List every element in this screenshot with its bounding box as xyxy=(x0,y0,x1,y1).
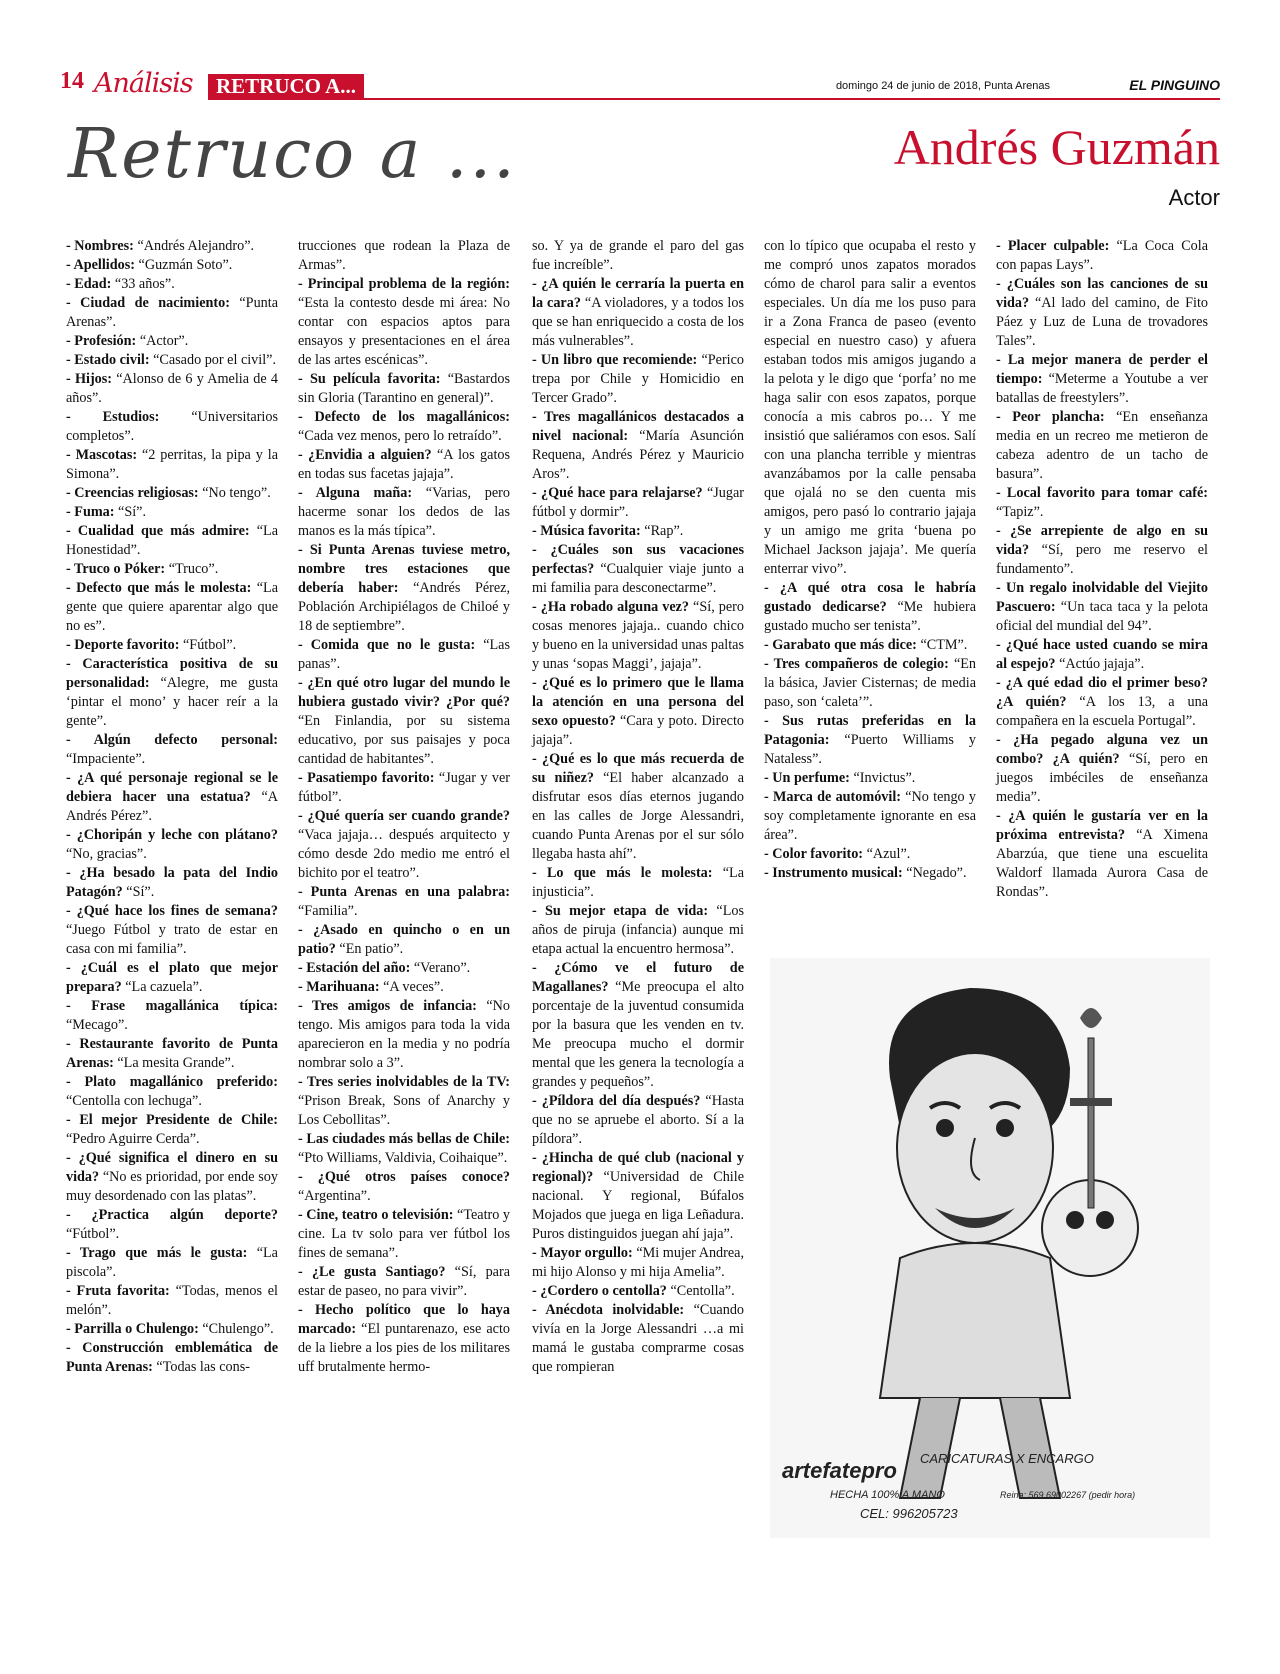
qa-item xyxy=(764,712,976,769)
qa-item xyxy=(996,674,1208,731)
qa-question: - Hijos: xyxy=(66,371,113,387)
qa-item xyxy=(66,1149,278,1206)
qa-answer: “Rap”. xyxy=(640,523,684,539)
qa-question: - Cine, teatro o televisión: xyxy=(298,1207,454,1223)
qa-item xyxy=(66,484,278,503)
qa-item xyxy=(532,864,744,902)
qa-answer: “Actor”. xyxy=(136,333,189,349)
qa-question: - Apellidos: xyxy=(66,257,135,273)
qa-question: - Garabato que más dice: xyxy=(764,637,917,653)
qa-answer: “Hasta que no se apruebe el aborto. Sí a la píldora”. xyxy=(532,1093,744,1147)
qa-question: - ¿A qué edad dio el primer beso? ¿A quién? xyxy=(996,675,1208,710)
qa-question: - Fuma: xyxy=(66,504,115,520)
qa-question: - ¿Cuáles son sus vacaciones perfectas? xyxy=(532,542,744,577)
qa-item xyxy=(532,674,744,750)
qa-answer: “No, gracias”. xyxy=(66,846,147,862)
interviewee-name: Andrés Guzmán xyxy=(893,119,1220,175)
qa-item xyxy=(764,655,976,712)
caricature-line1: CARICATURAS X ENCARGO xyxy=(920,1451,1094,1466)
qa-question: - Truco o Póker: xyxy=(66,561,166,577)
qa-question: - Sus rutas preferidas en la Patagonia: xyxy=(764,713,976,748)
qa-question: - ¿Se arrepiente de algo en su vida? xyxy=(996,523,1208,558)
qa-item xyxy=(764,579,976,636)
qa-item xyxy=(66,959,278,997)
qa-item xyxy=(66,237,278,256)
qa-answer: “La gente que quiere aparentar algo que no es”. xyxy=(66,580,278,634)
qa-answer: “Familia”. xyxy=(298,903,358,919)
qa-answer: “La Coca Cola con papas Lays”. xyxy=(996,238,1209,273)
qa-question: - ¿Qué otros países conoce? xyxy=(298,1169,510,1185)
qa-answer: “Azul”. xyxy=(863,846,911,862)
qa-answer: “Truco”. xyxy=(165,561,219,577)
qa-answer: “Todas, menos el melón”. xyxy=(66,1283,279,1318)
qa-answer: “A violadores, y a todos los que se han enriquecido a costa de los más vulnerables”. xyxy=(532,295,744,349)
qa-question: - ¿A qué personaje regional se le debiera hacer una estatua? xyxy=(66,770,278,805)
qa-item xyxy=(764,769,976,788)
qa-item xyxy=(66,655,278,731)
qa-item xyxy=(66,408,278,446)
newspaper-brand: EL PINGUINO xyxy=(1129,77,1220,93)
qa-item xyxy=(764,864,976,883)
qa-answer: “Pedro Aguirre Cerda”. xyxy=(66,1131,200,1147)
qa-item xyxy=(66,1206,278,1244)
qa-question: - ¿Asado en quincho o en un patio? xyxy=(298,922,510,957)
qa-item xyxy=(298,370,510,408)
page-number: 14 xyxy=(60,68,84,94)
qa-question: - Característica positiva de su personalidad: xyxy=(66,656,278,691)
qa-item xyxy=(764,788,976,845)
qa-item xyxy=(996,522,1208,579)
qa-question: - Defecto que más le molesta: xyxy=(66,580,252,596)
qa-question: - ¿Le gusta Santiago? xyxy=(298,1264,446,1280)
qa-item xyxy=(298,446,510,484)
qa-answer: “Chulengo”. xyxy=(198,1321,274,1337)
qa-answer: “La Honestidad”. xyxy=(66,523,278,558)
qa-answer: “Universitarios completos”. xyxy=(66,409,278,444)
qa-question: - ¿Píldora del día después? xyxy=(532,1093,701,1109)
qa-item xyxy=(996,237,1208,275)
article-column-3 xyxy=(532,237,744,1377)
qa-item xyxy=(66,370,278,408)
caricature-signature: artefatepro xyxy=(782,1458,897,1483)
qa-item xyxy=(532,237,744,275)
qa-answer: “No es prioridad, por ende soy muy desordenado con las platas”. xyxy=(66,1169,278,1204)
qa-item xyxy=(66,1073,278,1111)
qa-question: - Alguna maña: xyxy=(298,485,413,501)
script-title: Retruco a ... xyxy=(68,115,517,194)
qa-question: - Si Punta Arenas tuviese metro, nombre tres estaciones que debería haber: xyxy=(298,542,510,596)
qa-answer: “Puerto Williams y Nataless”. xyxy=(764,732,976,767)
qa-answer: trucciones que rodean la Plaza de Armas”. xyxy=(298,238,510,273)
qa-item xyxy=(66,351,278,370)
qa-item xyxy=(532,959,744,1092)
qa-question: - Anécdota inolvidable: xyxy=(532,1302,685,1318)
qa-answer: “Cada vez menos, pero lo retraído”. xyxy=(298,428,502,444)
qa-answer: “Verano”. xyxy=(410,960,471,976)
qa-item xyxy=(764,636,976,655)
qa-answer: “Juego Fútbol y trato de estar en casa con mi familia”. xyxy=(66,922,278,957)
qa-answer: “Varias, pero hacerme sonar los dedos de las manos es la más típica”. xyxy=(298,485,510,539)
qa-item xyxy=(298,959,510,978)
qa-question: - Marihuana: xyxy=(298,979,380,995)
qa-question: - Música favorita: xyxy=(532,523,641,539)
qa-item xyxy=(532,522,744,541)
qa-answer: “Actúo jajaja”. xyxy=(1055,656,1145,672)
caricature-note: Reina: 569 69002267 (pedir hora) xyxy=(1000,1490,1136,1500)
qa-answer: “A veces”. xyxy=(379,979,444,995)
qa-answer: “No tengo”. xyxy=(198,485,271,501)
qa-question: - ¿Hincha de qué club (nacional y regional)? xyxy=(532,1150,744,1185)
qa-item xyxy=(66,1282,278,1320)
qa-question: - Cualidad que más admire: xyxy=(66,523,250,539)
qa-question: - Construcción emblemática de Punta Arenas: xyxy=(66,1340,278,1375)
qa-question: - ¿Envidia a alguien? xyxy=(298,447,432,463)
qa-question: - ¿Ha robado alguna vez? xyxy=(532,599,690,615)
qa-answer: “La cazuela”. xyxy=(121,979,203,995)
qa-item xyxy=(66,560,278,579)
issue-date: domingo 24 de junio de 2018, Punta Arenas xyxy=(835,80,1050,92)
qa-question: - Tres magallánicos destacados a nivel nacional: xyxy=(532,409,744,444)
qa-item xyxy=(66,731,278,769)
qa-item xyxy=(996,636,1208,674)
qa-answer: “María Asunción Requena, Andrés Pérez y Mauricio Aros”. xyxy=(532,428,744,482)
article-column-4 xyxy=(764,237,976,883)
qa-item xyxy=(66,997,278,1035)
qa-question: - ¿Qué quería ser cuando grande? xyxy=(298,808,510,824)
qa-question: - Mayor orgullo: xyxy=(532,1245,633,1261)
qa-answer: “Tapiz”. xyxy=(996,504,1044,520)
qa-item xyxy=(66,1035,278,1073)
qa-question: - Lo que más le molesta: xyxy=(532,865,713,881)
qa-item xyxy=(66,256,278,275)
qa-answer: “La piscola”. xyxy=(66,1245,278,1280)
qa-item xyxy=(66,826,278,864)
qa-answer: “A Andrés Pérez”. xyxy=(66,789,278,824)
qa-item xyxy=(532,408,744,484)
qa-question: - Ciudad de nacimiento: xyxy=(66,295,230,311)
qa-question: - Frase magallánica típica: xyxy=(66,998,278,1014)
qa-answer: “En la básica, Javier Cisternas; de media paso, son ‘caleta’”. xyxy=(764,656,976,710)
qa-question: - Profesión: xyxy=(66,333,137,349)
qa-answer: “A los gatos en todas sus facetas jajaja”. xyxy=(298,447,510,482)
qa-question: - ¿A quién le cerraría la puerta en la cara? xyxy=(532,276,744,311)
qa-item xyxy=(532,1244,744,1282)
qa-question: - Su película favorita: xyxy=(298,371,441,387)
qa-answer: “Un taca taca y la pelota oficial del mundial del 94”. xyxy=(996,599,1208,634)
qa-answer: “Negado”. xyxy=(902,865,967,881)
qa-item xyxy=(996,408,1208,484)
qa-question: - ¿Cuál es el plato que mejor prepara? xyxy=(66,960,278,995)
qa-question: - La mejor manera de perder el tiempo: xyxy=(996,352,1208,387)
qa-item xyxy=(298,1073,510,1130)
qa-question: - ¿Qué significa el dinero en su vida? xyxy=(66,1150,278,1185)
qa-answer: “Cuando vivía en la Jorge Alessandri …a mi mamá le gustaba comprarme cosas que rompieran xyxy=(532,1302,745,1375)
qa-question: - Instrumento musical: xyxy=(764,865,903,881)
qa-item xyxy=(298,408,510,446)
qa-answer: “Centolla con lechuga”. xyxy=(66,1093,202,1109)
qa-answer: “Impaciente”. xyxy=(66,751,146,767)
qa-item xyxy=(298,541,510,636)
article-column-2 xyxy=(298,237,510,1377)
qa-item xyxy=(298,1168,510,1206)
qa-answer: “En enseñanza media en un recreo me metieron de cabeza adentro de un tacho de basura”. xyxy=(996,409,1208,482)
qa-item xyxy=(298,883,510,921)
qa-answer: “Teatro y cine. La tv solo para ver fútbol los fines de semana”. xyxy=(298,1207,511,1261)
qa-question: - Un regalo inolvidable del Viejito Pascuero: xyxy=(996,580,1208,615)
qa-item xyxy=(298,275,510,370)
qa-answer: “Fútbol”. xyxy=(179,637,237,653)
qa-item xyxy=(66,446,278,484)
qa-question: - Tres compañeros de colegio: xyxy=(764,656,949,672)
qa-answer: “Mi mujer Andrea, mi hijo Alonso y mi hija Amelia”. xyxy=(532,1245,745,1280)
qa-answer: con lo típico que ocupaba el resto y me compró unos zapatos morados cómo de charol para salir a eventos especiales. Un día me los puso para ir a Zona Franca de paseo (evento especial en nuestro caso) y afuera estaban todos mis amigos jugando a la pelota y le digo que ‘porfa’ no me haga salir con esos zapatos, porque conocía a mis cabros po… Y me insistió que saliéramos con esos. Salí con una plancha terrible y mientras avanzábamos por la calle pensaba que ojalá no se den cuenta mis amigos, pero pasó lo contrario jajaja y un amigo me grita ‘buena po Michael Jackson jajaja’. Me quería enterrar vivo”. xyxy=(764,238,976,577)
qa-item xyxy=(66,1111,278,1149)
qa-answer: “Me hubiera gustado mucho ser tenista”. xyxy=(764,599,976,634)
qa-answer: “Argentina”. xyxy=(298,1188,371,1204)
qa-item xyxy=(996,731,1208,807)
qa-item xyxy=(66,636,278,655)
qa-answer: “Prison Break, Sons of Anarchy y Los Cebollitas”. xyxy=(298,1093,510,1128)
qa-answer: “Alegre, me gusta ‘pintar el mono’ y hacer reír a la gente”. xyxy=(66,675,278,729)
qa-answer: “Casado por el civil”. xyxy=(149,352,277,368)
qa-question: - Su mejor etapa de vida: xyxy=(532,903,709,919)
qa-answer: “En patio”. xyxy=(335,941,404,957)
qa-question: - ¿En qué otro lugar del mundo le hubiera gustado vivir? ¿Por qué? xyxy=(298,675,510,710)
qa-question: - Mascotas: xyxy=(66,447,138,463)
qa-question: - ¿A quién le gustaría ver en la próxima entrevista? xyxy=(996,808,1208,843)
section-tag: RETRUCO A... xyxy=(208,74,364,98)
qa-question: - Estado civil: xyxy=(66,352,150,368)
header-rule xyxy=(208,98,1220,100)
qa-answer: “Bastardos sin Gloria (Tarantino en general)”. xyxy=(298,371,510,406)
qa-question: - ¿Qué hace los fines de semana? xyxy=(66,903,278,919)
qa-answer: “Alonso de 6 y Amelia de 4 años”. xyxy=(66,371,278,406)
qa-item xyxy=(532,351,744,408)
sword-shape xyxy=(1088,1038,1094,1208)
qa-question: - Plato magallánico preferido: xyxy=(66,1074,278,1090)
qa-item xyxy=(66,503,278,522)
qa-item xyxy=(764,845,976,864)
qa-item xyxy=(298,1301,510,1377)
qa-question: - Creencias religiosas: xyxy=(66,485,199,501)
qa-item xyxy=(996,484,1208,522)
qa-item xyxy=(996,275,1208,351)
qa-question: - Estación del año: xyxy=(298,960,411,976)
qa-answer: “Cualquier viaje junto a mi familia para desconectarme”. xyxy=(532,561,744,596)
qa-item xyxy=(66,864,278,902)
qa-question: - ¿Qué hace usted cuando se mira al espejo? xyxy=(996,637,1208,672)
qa-item xyxy=(66,294,278,332)
body-shape xyxy=(880,1243,1070,1398)
qa-answer: “Cara y poto. Directo jajaja”. xyxy=(532,713,744,748)
qa-item xyxy=(66,1320,278,1339)
qa-answer: “Andrés Pérez, Población Archipiélagos de Chiloé y 18 de septiembre”. xyxy=(298,580,511,634)
qa-answer: “A los 13, a una compañera en la escuela Portugal”. xyxy=(996,694,1208,729)
qa-answer: “Esta la contesto desde mi área: No contar con espacios aptos para ensayos y presentaciones en el área de las artes escénicas”. xyxy=(298,295,510,368)
qa-item xyxy=(532,484,744,522)
qa-question: - ¿Cordero o centolla? xyxy=(532,1283,667,1299)
qa-question: - ¿Cuáles son las canciones de su vida? xyxy=(996,276,1208,311)
qa-item xyxy=(298,674,510,769)
qa-answer: “Fútbol”. xyxy=(66,1226,120,1242)
page-header xyxy=(60,68,1220,102)
article-column-5 xyxy=(996,237,1208,902)
qa-question: - ¿Cómo ve el futuro de Magallanes? xyxy=(532,960,744,995)
qa-answer: “2 perritas, la pipa y la Simona”. xyxy=(66,447,278,482)
qa-answer: “Centolla”. xyxy=(666,1283,735,1299)
qa-question: - Color favorito: xyxy=(764,846,864,862)
qa-answer: “Perico trepa por Chile y Homicidio en Tercer Grado”. xyxy=(532,352,744,406)
qa-question: - Local favorito para tomar café: xyxy=(996,485,1208,501)
qa-item xyxy=(298,921,510,959)
qa-item xyxy=(66,769,278,826)
qa-question: - ¿Qué es lo que más recuerda de su niñez? xyxy=(532,751,744,786)
qa-answer: “Sí, para estar de paseo, no para vivir”. xyxy=(298,1264,510,1299)
qa-question: - Un libro que recomiende: xyxy=(532,352,698,368)
qa-answer: “Los años de piruja (infancia) aunque mi etapa actual la encuentro hermosa”. xyxy=(532,903,744,957)
qa-answer: “Vaca jajaja… después arquitecto y cómo desde 2do medio me entró el bichito por el teatro”. xyxy=(298,827,510,881)
qa-question: - Restaurante favorito de Punta Arenas: xyxy=(66,1036,278,1071)
qa-item xyxy=(298,807,510,883)
qa-question: - ¿Choripán y leche con plátano? xyxy=(66,827,278,843)
qa-answer: “Todas las cons- xyxy=(152,1359,250,1375)
qa-item xyxy=(298,484,510,541)
qa-question: - Punta Arenas en una palabra: xyxy=(298,884,510,900)
qa-question: - ¿Ha pegado alguna vez un combo? ¿A quién? xyxy=(996,732,1208,767)
qa-question: - Comida que no le gusta: xyxy=(298,637,476,653)
qa-question: - ¿Practica algún deporte? xyxy=(66,1207,278,1223)
qa-answer: “A Ximena Abarzúa, que tiene una escuelita Waldorf llamada Aurora Casa de Rondas”. xyxy=(996,827,1208,900)
qa-answer: “No tengo y soy completamente ignorante en esa área”. xyxy=(764,789,976,843)
qa-item xyxy=(298,997,510,1073)
qa-item xyxy=(66,902,278,959)
qa-answer: “Sí”. xyxy=(114,504,146,520)
qa-item xyxy=(298,237,510,275)
qa-answer: “Sí, pero me reservo el fundamento”. xyxy=(996,542,1208,577)
qa-answer: “Sí, pero cosas menores jajaja.. cuando chico y bueno en la universidad unas paltas y unas ‘sopas Maggi’, jajaja”. xyxy=(532,599,744,672)
qa-item xyxy=(66,332,278,351)
qa-answer: “Mecago”. xyxy=(66,1017,128,1033)
qa-item xyxy=(532,275,744,351)
qa-item xyxy=(532,598,744,674)
qa-item xyxy=(66,1339,278,1377)
qa-question: - Tres amigos de infancia: xyxy=(298,998,477,1014)
qa-question: - Placer culpable: xyxy=(996,238,1110,254)
article-column-1 xyxy=(66,237,278,1377)
qa-item xyxy=(532,1092,744,1149)
qa-question: - Hecho político que lo haya marcado: xyxy=(298,1302,510,1337)
section-label: Análisis xyxy=(94,68,193,99)
qa-item xyxy=(298,1206,510,1263)
qa-answer: “Jugar y ver fútbol”. xyxy=(298,770,510,805)
qa-answer: “Universidad de Chile nacional. Y regional, Búfalos Mojados que juega en liga Leñadura. Puros distinguidos juegan ahí jaja”. xyxy=(532,1169,744,1242)
caricature-phone: CEL: 996205723 xyxy=(860,1506,958,1521)
qa-question: - Parrilla o Chulengo: xyxy=(66,1321,199,1337)
qa-question: - Principal problema de la región: xyxy=(298,276,510,292)
qa-question: - Estudios: xyxy=(66,409,160,425)
qa-item xyxy=(996,807,1208,902)
qa-question: - ¿Qué es lo primero que le llama la atención en una persona del sexo opuesto? xyxy=(532,675,744,729)
qa-item xyxy=(532,750,744,864)
qa-question: - El mejor Presidente de Chile: xyxy=(66,1112,278,1128)
qa-question: - Algún defecto personal: xyxy=(66,732,278,748)
qa-item xyxy=(298,1130,510,1168)
qa-question: - ¿A qué otra cosa le habría gustado dedicarse? xyxy=(764,580,976,615)
qa-item xyxy=(298,978,510,997)
qa-question: - Pasatiempo favorito: xyxy=(298,770,435,786)
qa-answer: “CTM”. xyxy=(916,637,968,653)
qa-question: - Edad: xyxy=(66,276,112,292)
qa-answer: “No tengo. Mis amigos para toda la vida aparecieron en la media y no podría nombrar solo a 3”. xyxy=(298,998,510,1071)
qa-answer: “Andrés Alejandro”. xyxy=(133,238,255,254)
qa-answer: “Al lado del camino, de Fito Páez y Luz de Luna de trovadores Tales”. xyxy=(996,295,1208,349)
qa-item xyxy=(298,769,510,807)
qa-item xyxy=(996,579,1208,636)
qa-item xyxy=(66,522,278,560)
qa-question: - Las ciudades más bellas de Chile: xyxy=(298,1131,510,1147)
face-shape xyxy=(897,1053,1053,1243)
qa-answer: so. Y ya de grande el paro del gas fue increíble”. xyxy=(532,238,744,273)
qa-item xyxy=(66,275,278,294)
qa-question: - Un perfume: xyxy=(764,770,850,786)
qa-answer: “33 años”. xyxy=(111,276,175,292)
qa-item xyxy=(66,579,278,636)
qa-answer: “Meterme a Youtube a ver batallas de freestylers”. xyxy=(996,371,1208,406)
qa-answer: “Sí, pero en juegos imbéciles de enseñanza media”. xyxy=(996,751,1208,805)
qa-item xyxy=(532,1282,744,1301)
qa-answer: “Me preocupa el alto porcentaje de la juventud consumida por la basura que les venden en tv. Me preocupa mucho el dormir mental que les genera la tecnología a grandes y pequeños”. xyxy=(532,979,744,1090)
qa-question: - Tres series inolvidables de la TV: xyxy=(298,1074,510,1090)
qa-item xyxy=(532,541,744,598)
qa-answer: “La mesita Grande”. xyxy=(113,1055,235,1071)
qa-answer: “Sí”. xyxy=(122,884,155,900)
qa-question: - ¿Qué hace para relajarse? xyxy=(532,485,703,501)
qa-answer: “El haber alcanzado a disfrutar esos días eternos jugando en las calles de Jorge Alessandri, cuando Punta Arenas por el sur sólo llegaba hasta ahí”. xyxy=(532,770,745,862)
qa-question: - Trago que más le gusta: xyxy=(66,1245,248,1261)
qa-answer: “Punta Arenas”. xyxy=(66,295,279,330)
qa-answer: “El puntarenazo, ese acto de la liebre a los pies de los militares uff brutalmente hermo- xyxy=(298,1321,510,1375)
qa-answer: “Invictus”. xyxy=(849,770,916,786)
qa-item xyxy=(532,1301,744,1377)
qa-answer: “Guzmán Soto”. xyxy=(134,257,233,273)
qa-question: - ¿Ha besado la pata del Indio Patagón? xyxy=(66,865,278,900)
qa-item xyxy=(298,1263,510,1301)
caricature-illustration xyxy=(770,958,1210,1538)
caricature-line2: HECHA 100% A MANO xyxy=(830,1489,945,1501)
qa-question: - Fruta favorita: xyxy=(66,1283,170,1299)
qa-answer: “La injusticia”. xyxy=(532,865,744,900)
qa-question: - Deporte favorito: xyxy=(66,637,180,653)
qa-item xyxy=(532,1149,744,1244)
interviewee-role: Actor xyxy=(1168,185,1220,210)
qa-answer: “Las panas”. xyxy=(298,637,510,672)
qa-question: - Peor plancha: xyxy=(996,409,1105,425)
qa-item xyxy=(764,237,976,579)
qa-answer: “Jugar fútbol y dormir”. xyxy=(532,485,744,520)
qa-item xyxy=(66,1244,278,1282)
qa-answer: “Pto Williams, Valdivia, Coihaique”. xyxy=(298,1150,508,1166)
qa-question: - Nombres: xyxy=(66,238,134,254)
qa-question: - Defecto de los magallánicos: xyxy=(298,409,510,425)
qa-question: - Marca de automóvil: xyxy=(764,789,901,805)
qa-item xyxy=(532,902,744,959)
qa-item xyxy=(298,636,510,674)
qa-answer: “En Finlandia, por su sistema educativo, por sus paisajes y poca cantidad de habitantes”. xyxy=(298,713,510,767)
qa-item xyxy=(996,351,1208,408)
